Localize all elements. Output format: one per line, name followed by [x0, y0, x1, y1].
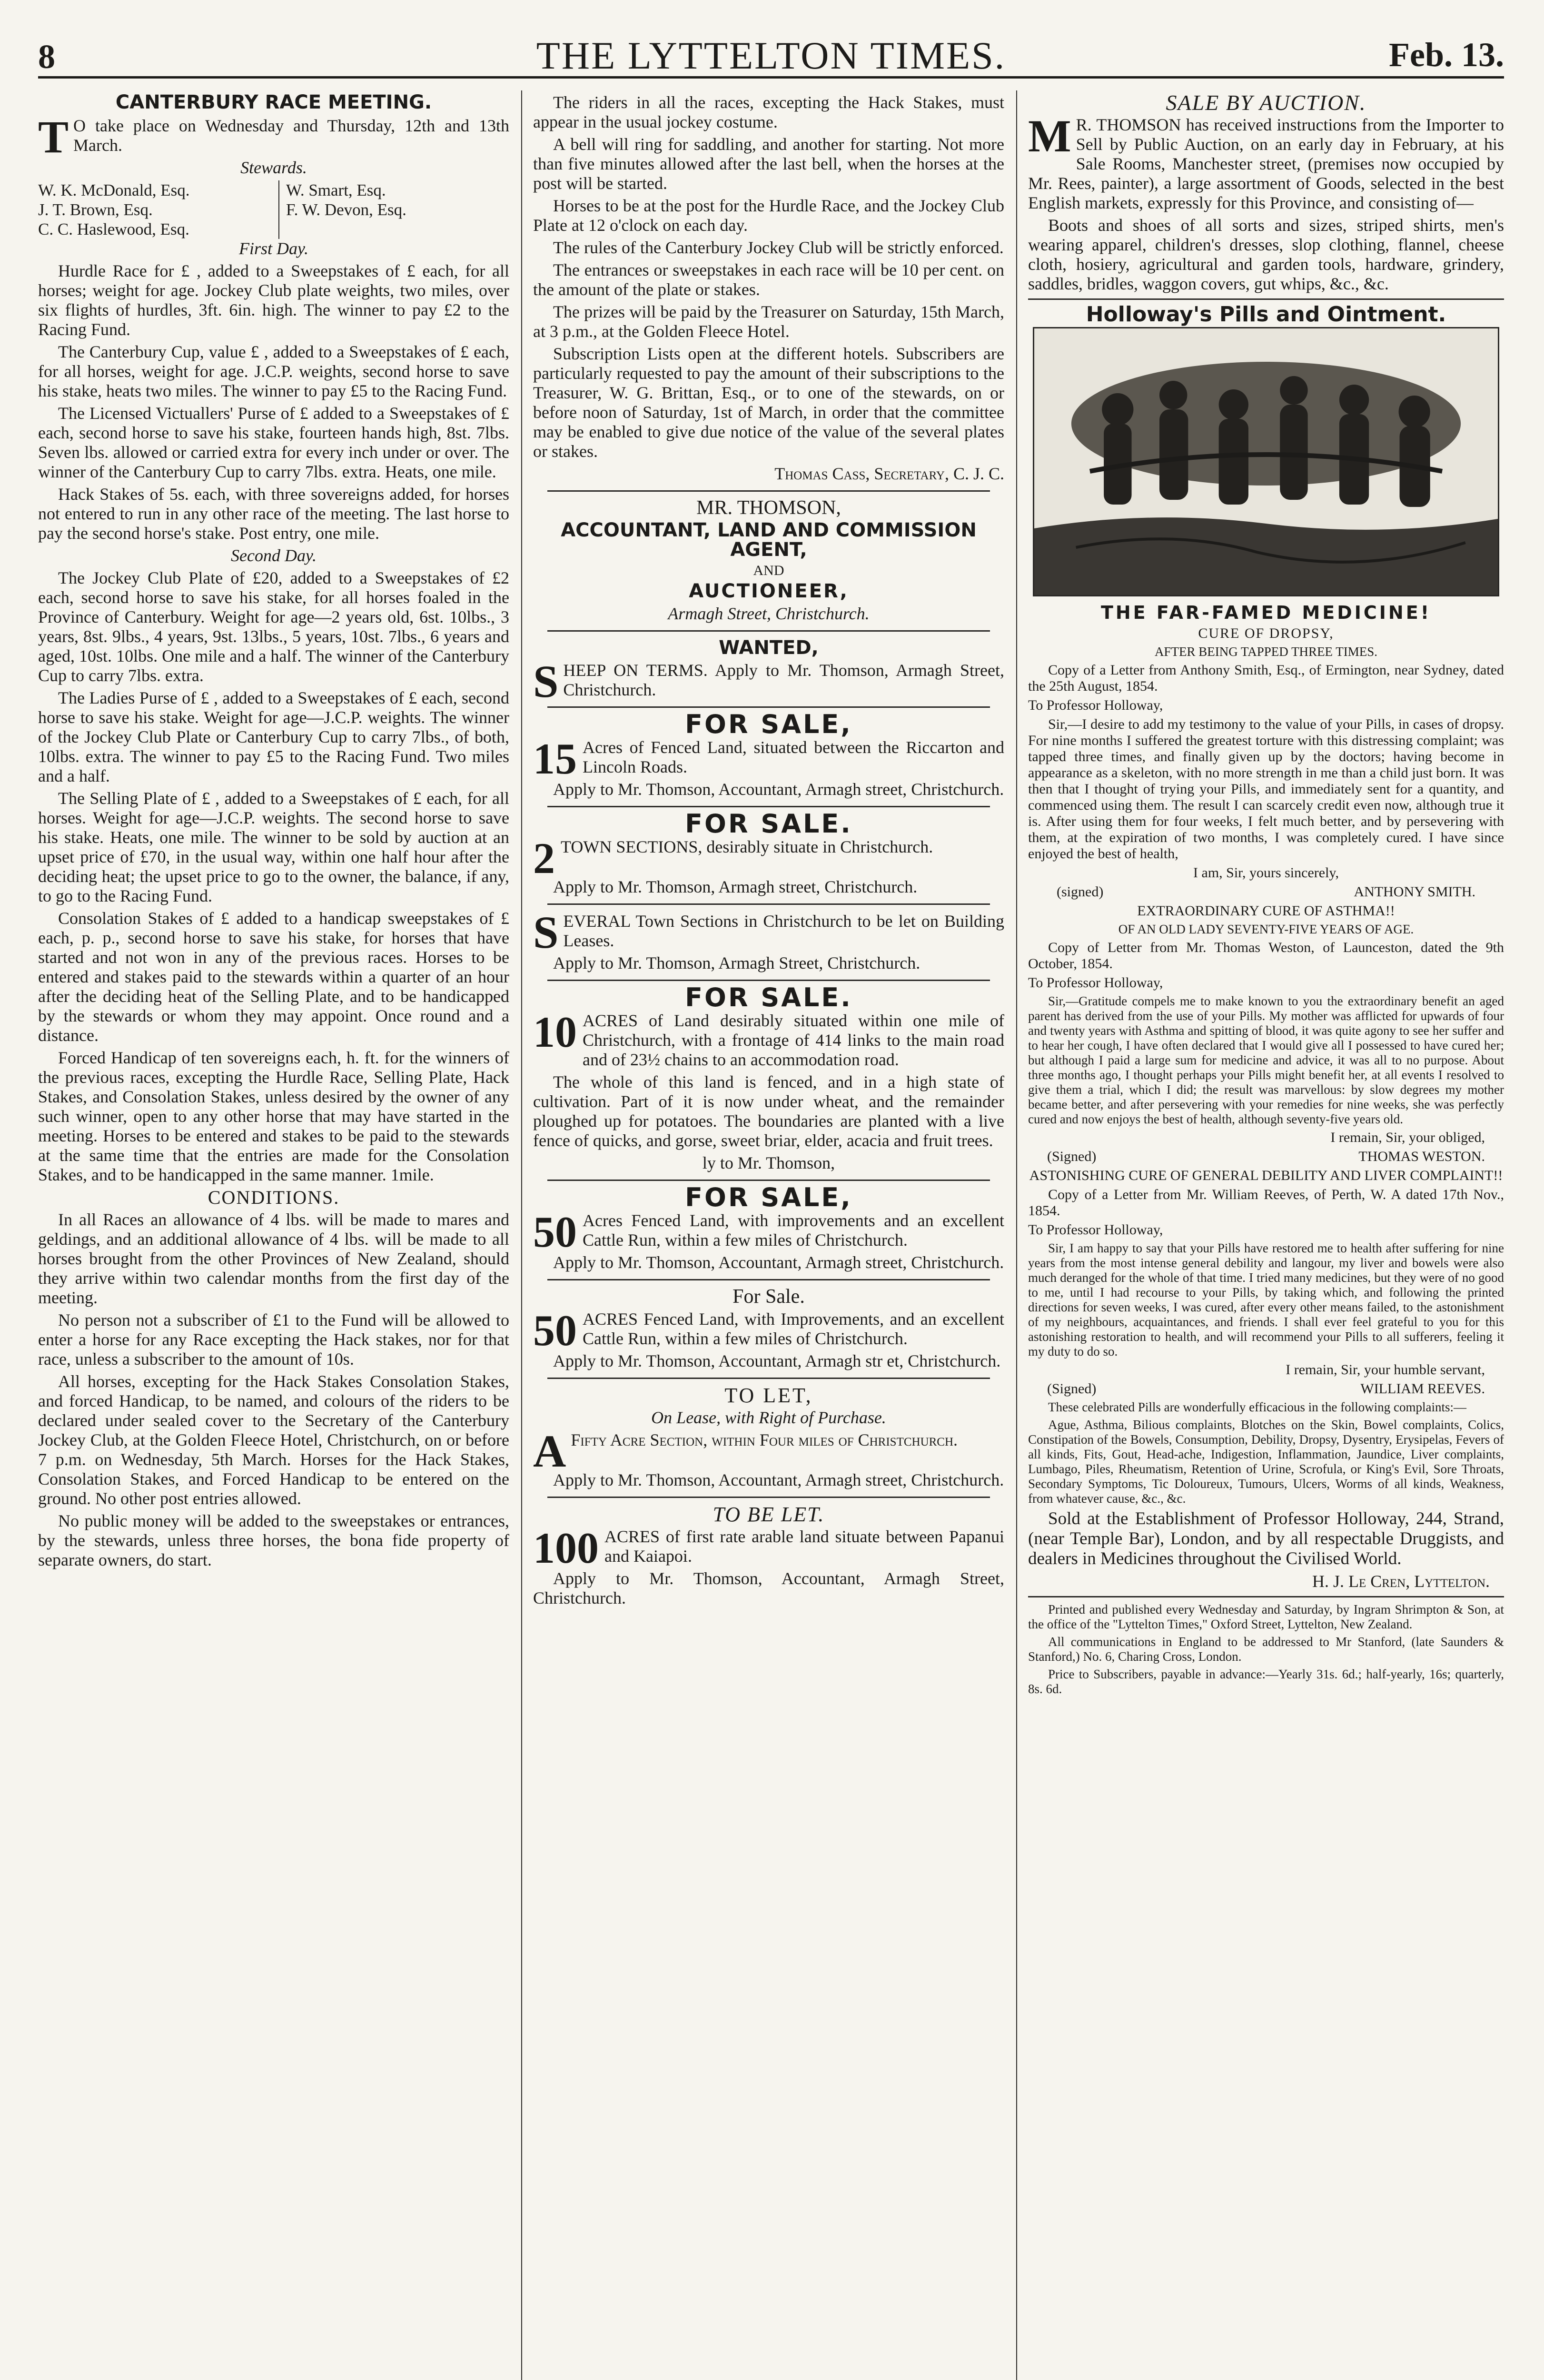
steward: F. W. Devon, Esq. — [286, 200, 406, 219]
rule-prizes: The prizes will be paid by the Treasurer on Saturday, 15th March, at 3 p.m., at the Golden Fleece Hotel. — [533, 302, 1004, 341]
race-victuallers-purse: The Licensed Victuallers' Purse of £ added to a Sweepstakes of £ each, second horse to save his stake, fourteen hands high, 8st. 7lbs. Seven lbs. allowed or carried extra for every inch under or over. The winner of the Canterbury Cup to carry 7lbs. extra. Heats, one mile. — [38, 404, 509, 481]
dropsy-heading: CURE OF DROPSY, — [1198, 625, 1334, 641]
condition: All horses, excepting for the Hack Stakes Consolation Stakes, and forced Handicap, to be named, and colours of the riders to be declared under sealed cover to the Secretary of the Canterbury Jockey Club, at the Golden Fleece Hotel, Christchurch, on or before 7 p.m. on Wednesday, 5th March. Horses for the Hack Stakes, Consolation Stakes, and Forced Handicap to be entered on the ground. No other post entries allowed. — [38, 1372, 509, 1508]
separator — [547, 490, 990, 492]
second-day-title: Second Day. — [231, 546, 317, 565]
letter2-intro: Copy of Letter from Mr. Thomas Weston, of Launceston, dated the 9th October, 1854. — [1028, 940, 1504, 972]
ad-apply: ly to Mr. Thomson, — [702, 1153, 835, 1172]
local-agent: H. J. Le Cren, Lyttelton. — [1312, 1572, 1490, 1591]
race-ladies-purse: The Ladies Purse of £ , added to a Sweepstakes of £ each, second horse to save his stake. Weight for age—J.C.P. weights. The winner of the Jockey Club Plate or Canterbury Cup to carry 7lbs., of both, 10lbs. extra. The winner to pay £5 to the Racing Fund. Two miles and a half. — [38, 688, 509, 785]
ad-ten-acres-detail: The whole of this land is fenced, and in a high state of cultivation. Part of it is now under wheat, and the remainder ploughed up for potatoes. The boundaries are planted with a live fence of quicks, and gorse, sweet briar, elder, acacia and fruit trees. — [533, 1072, 1004, 1150]
thomson-role: ACCOUNTANT, LAND AND COMMISSION AGENT, — [561, 519, 977, 561]
ad-fifty-acre-section: A Fifty Acre Section, within Four miles of Christchurch. — [533, 1426, 958, 1477]
letter2-signature: (Signed) THOMAS WESTON. — [1047, 1149, 1485, 1164]
for-sale-heading: FOR SALE, — [685, 709, 852, 739]
steward: W. Smart, Esq. — [286, 181, 386, 199]
for-sale-heading: FOR SALE, — [685, 1182, 852, 1212]
race-intro: T O take place on Wednesday and Thursday, 12th and 13th March. — [38, 111, 509, 162]
subscription-price: Price to Subscribers, payable in advance:—Yearly 31s. 6d.; half-yearly, 16s; quarterly, 8s. 6d. — [1028, 1667, 1504, 1696]
to-be-let-heading: TO BE LET. — [713, 1503, 825, 1526]
tapped-subheading: AFTER BEING TAPPED THREE TIMES. — [1154, 645, 1378, 659]
ad-apply: Apply to Mr. Thomson, Armagh Street, Christchurch. — [553, 953, 920, 972]
ad-apply: Apply to Mr. Thomson, Armagh street, Christchurch. — [553, 877, 918, 896]
masthead-rule — [38, 76, 1504, 79]
stewards-title: Stewards. — [240, 158, 307, 177]
letter1-intro: Copy of a Letter from Anthony Smith, Esq., of Ermington, near Sydney, dated the 25th August, 1854. — [1028, 662, 1504, 694]
ad-ten-acres: 10 ACRES of Land desirably situated within one mile of Christchurch, with a frontage of 414 links to the main road and of 23½ chains to an accommodation road. — [533, 1008, 1004, 1069]
column-divider — [1016, 90, 1017, 2380]
ad-sheep: SHEEP ON TERMS. Apply to Mr. Thomson, Armagh Street, Christchurch. — [533, 656, 1004, 707]
separator — [547, 706, 990, 708]
complaints-list: Ague, Asthma, Bilious complaints, Blotches on the Skin, Bowel complaints, Colics, Constipation of the Bowels, Consumption, Debility, Dropsy, Dysentry, Erysipelas, Fevers of all kinds, Fits, Gout, Head-ache, Indigestion, Inflammation, Jaundice, Liver complaints, Lumbago, Piles, Rheumatism, Retention of Urine, Scrofula, or King's Evil, Sore Throats, Secondary Symptoms, Tic Doloureux, Tumours, Ulcers, Worms of all kinds, Weakness, from whatever cause, &c., &c. — [1028, 1418, 1504, 1506]
ad-hundred-acres: 100 ACRES of first rate arable land situate between Papanui and Kaiapoi. — [533, 1524, 1004, 1572]
for-sale-heading: FOR SALE. — [685, 809, 852, 839]
race-meeting-heading: CANTERBURY RACE MEETING. — [115, 93, 432, 113]
separator — [1028, 298, 1504, 300]
steward: C. C. Haslewood, Esq. — [38, 220, 189, 238]
separator — [547, 806, 990, 807]
wanted-heading: WANTED, — [719, 637, 819, 659]
auction-title: SALE BY AUCTION. — [1166, 93, 1366, 115]
thomson-address: Armagh Street, Christchurch. — [668, 604, 870, 623]
letter3-salutation: To Professor Holloway, — [1028, 1222, 1163, 1238]
england-communications: All communications in England to be addressed to Mr Stanford, (late Saunders & Stanford,) No. 6, Charing Cross, London. — [1028, 1635, 1504, 1664]
ad-fenced-land-15: 15 Acres of Fenced Land, situated between the Riccarton and Lincoln Roads. — [533, 734, 1004, 783]
rule-bell: A bell will ring for saddling, and another for starting. Not more than five minutes allowed after the last bell, when the horses at the post will be started. — [533, 135, 1004, 193]
ad-building-leases: SEVERAL Town Sections in Christchurch to be let on Building Leases. — [533, 907, 1004, 958]
auction-goods-list: Boots and shoes of all sorts and sizes, striped shirts, men's wearing apparel, children's dresses, slop clothing, flannel, cheese cloth, hosiery, agricultural and garden tools, hardware, grindery, saddles, bridles, waggon covers, gut whips, &c., &c. — [1028, 216, 1504, 293]
ad-apply: Apply to Mr. Thomson, Accountant, Armagh str et, Christchurch. — [553, 1351, 1001, 1370]
to-let-heading: TO LET, — [724, 1384, 813, 1407]
first-day-title: First Day. — [238, 239, 308, 258]
ad-apply: Apply to Mr. Thomson, Accountant, Armagh Street, Christchurch. — [533, 1569, 1004, 1607]
column-advertisements — [533, 93, 1004, 2380]
separator — [547, 1378, 990, 1379]
race-selling-plate: The Selling Plate of £ , added to a Sweepstakes of £ each, for all horses. Weight for age—J.C.P. weights. The second horse to save his stake. Heats, one mile. The winner to be sold by auction at an upset price of £70, in the usual way, within one half hour after the deciding heat; the upset price to go to the owner, the balance, if any, to go to the Racing Fund. — [38, 789, 509, 905]
sold-at: Sold at the Establishment of Professor Holloway, 244, Strand, (near Temple Bar), London, and by all respectable Druggists, and dealers in Medicines throughout the Civilised World. — [1028, 1509, 1504, 1568]
separator — [547, 980, 990, 981]
thomson-name: MR. THOMSON, — [696, 497, 841, 519]
page-number: 8 — [38, 38, 55, 76]
engraving-illustration — [1034, 328, 1498, 595]
race-hack-stakes: Hack Stakes of 5s. each, with three sovereigns added, for horses not entered to run in any other race of the meeting. The last horse to pay the second horse's stake. Post entry, one mile. — [38, 485, 509, 543]
letter2-closing: I remain, Sir, your obliged, — [1330, 1130, 1485, 1145]
letter3-intro: Copy of a Letter from Mr. William Reeves, of Perth, W. A dated 17th Nov., 1854. — [1028, 1187, 1504, 1219]
thomson-and: AND — [753, 563, 784, 578]
secretary-signature: Thomas Cass, Secretary, C. J. C. — [774, 464, 1004, 483]
debility-heading: ASTONISHING CURE OF GENERAL DEBILITY AND LIVER COMPLAINT!! — [1029, 1168, 1503, 1183]
condition: No public money will be added to the sweepstakes or entrances, by the stewards, unless three horses, the bona fide property of separate owners, do start. — [38, 1511, 509, 1569]
far-famed-heading: THE FAR-FAMED MEDICINE! — [1100, 602, 1432, 623]
for-sale-heading: FOR SALE. — [685, 982, 852, 1012]
masthead — [38, 33, 1504, 77]
holloway-title: Holloway's Pills and Ointment. — [1086, 302, 1446, 327]
rule-entrances: The entrances or sweepstakes in each race will be 10 per cent. on the amount of the plate or stakes. — [533, 260, 1004, 299]
thomson-auctioneer: AUCTIONEER, — [689, 580, 849, 602]
column-auction-holloway — [1028, 93, 1504, 2380]
race-forced-handicap: Forced Handicap of ten sovereigns each, h. ft. for the winners of the previous races, excepting the Hurdle Race, Selling Plate, Hack Stakes, and Consolation Stakes, unless desired by the owner of any such winner, open to any other horse that may have started in the meeting. Horses to be entered and stakes to be paid to the stewards at the same time that the entries are made for the Consolation Stakes, and to be handicapped in the same manner. 1mile. — [38, 1048, 509, 1184]
auction-notice: M R. THOMSON has received instructions from the Importer to Sell by Public Auction, on an early day in February, at his Sale Rooms, Manchester street, (premises now occupied by Mr. Rees, painter), a large assortment of Goods, selected in the best English markets, expressly for this Province, and consisting of— — [1028, 110, 1504, 212]
steward: W. K. McDonald, Esq. — [38, 181, 190, 199]
condition: In all Races an allowance of 4 lbs. will be made to mares and geldings, and an additional allowance of 4 lbs. will be made to all horses brought from the other Provinces of New Zealand, should they arrive within two calendar months from the first day of the meeting. — [38, 1210, 509, 1307]
condition: No person not a subscriber of £1 to the Fund will be allowed to enter a horse for any Race excepting the Hack stakes, nor for that race, unless a subscriber to the amount of 10s. — [38, 1310, 509, 1368]
letter1-signature: (signed) ANTHONY SMITH. — [1057, 884, 1475, 900]
lease-subheading: On Lease, with Right of Purchase. — [651, 1408, 886, 1427]
ad-fifty-acres-cattle: 50 ACRES Fenced Land, with Improvements, and an excellent Cattle Run, within a few miles of Christchurch. — [533, 1306, 1004, 1355]
ad-apply: Apply to Mr. Thomson, Accountant, Armagh street, Christchurch. — [553, 1253, 1004, 1272]
separator — [547, 903, 990, 905]
newspaper-title: THE LYTTELTON TIMES. — [536, 34, 1006, 77]
column-race-meeting — [38, 93, 509, 2380]
steward: J. T. Brown, Esq. — [38, 200, 153, 219]
ad-town-sections: 2 TOWN SECTIONS, desirably situate in Christchurch. — [533, 834, 933, 883]
asthma-heading: EXTRAORDINARY CURE OF ASTHMA!! — [1137, 903, 1395, 919]
ad-apply: Apply to Mr. Thomson, Accountant, Armagh street, Christchurch. — [553, 780, 1004, 799]
letter3-signature: (Signed) WILLIAM REEVES. — [1047, 1381, 1485, 1397]
letter1-salutation: To Professor Holloway, — [1028, 697, 1163, 713]
race-canterbury-cup: The Canterbury Cup, value £ , added to a Sweepstakes of £ each, for all horses, weight for age. J.C.P. weights, second horse to save his stake, heats two miles. The winner to pay £5 to the Racing Fund. — [38, 342, 509, 400]
holloway-engraving — [1033, 327, 1499, 596]
letter1-body: Sir,—I desire to add my testimony to the value of your Pills, in cases of dropsy. For nine months I suffered the greatest torture with this distressing complaint; was tapped three times, and finally given up by the doctors; having become in appearance as a skeleton, with no more strength in me than a child just born. It was then that I thought of trying your Pills, and immediately sent for a quantity, and commenced using them. The result I can scarcely credit even now, although true it is. After using them for four weeks, I felt much better, and by persevering with them, at the expiration of two months, I was completely cured. I have since enjoyed the best of health, — [1028, 716, 1504, 862]
rule-riders: The riders in all the races, excepting the Hack Stakes, must appear in the usual jockey costume. — [533, 93, 1004, 131]
separator — [1028, 1596, 1504, 1597]
race-consolation-stakes: Consolation Stakes of £ added to a handicap sweepstakes of £ each, p. p., second horse to save his stake, for horses that have started and not won in any of the previous races. Horses to be entered and stakes paid to the stewards within a quarter of an hour after the deciding heat of the Selling Plate, and to be handicapped by the stewards or whom they may appoint. Once round and a distance. — [38, 909, 509, 1045]
letter3-body: Sir, I am happy to say that your Pills have restored me to health after suffering for nine years from the most intense general debility and langour, my liver and bowels were also much deranged for the whole of that time. I tried many medicines, but they were of no good to me, until I had recourse to your Pills, by taking which, and following the printed directions for seven weeks, I was cured, after every other means failed, to the astonishment of my neighbours, acquaintances, and friends. I shall ever feel grateful to you for this astonishing restoration to health, and will recommend your Pills to all sufferers, feeling it my duty to do so. — [1028, 1241, 1504, 1359]
for-sale-heading: For Sale. — [732, 1286, 805, 1308]
conditions-title: CONDITIONS. — [208, 1187, 340, 1208]
letter3-closing: I remain, Sir, your humble servant, — [1286, 1362, 1485, 1378]
ad-fifty-acres: 50 Acres Fenced Land, with improvements and an excellent Cattle Run, within a few miles of Christchurch. — [533, 1208, 1004, 1256]
rule-post: Horses to be at the post for the Hurdle Race, and the Jockey Club Plate at 12 o'clock on each day. — [533, 196, 1004, 235]
race-hurdle: Hurdle Race for £ , added to a Sweepstakes of £ each, for all horses; weight for age. Jockey Club plate weights, two miles, over six flights of hurdles, 3ft. 6in. high. The winner to pay £2 to the Racing Fund. — [38, 261, 509, 339]
separator — [547, 1497, 990, 1498]
letter1-closing: I am, Sir, yours sincerely, — [1193, 865, 1339, 881]
complaints-intro: These celebrated Pills are wonderfully efficacious in the following complaints:— — [1048, 1400, 1466, 1414]
rule-subscription: Subscription Lists open at the different hotels. Subscribers are particularly requested to pay the amount of their subscriptions to the Treasurer, W. G. Brittan, Esq., or to one of the stewards, on or before noon of Saturday, 1st of March, in order that the committee may be enabled to give due notice of the value of the several plates or stakes. — [533, 344, 1004, 461]
separator — [547, 1180, 990, 1181]
ad-apply: Apply to Mr. Thomson, Accountant, Armagh street, Christchurch. — [553, 1470, 1004, 1489]
separator — [547, 630, 990, 632]
letter2-body: Sir,—Gratitude compels me to make known to you the extraordinary benefit an aged parent has derived from the use of your Pills. My mother was afflicted for upwards of four and twenty years with Asthma and spitting of blood, it was quite agony to see her suffer and to hear her cough, I have often declared that I would give all I possessed to have cured her; but although I paid a large sum for medicine and advice, it was all to no purpose. About three months ago, I thought perhaps your Pills might benefit her, at all events I resolved to give them a trial, which I did; the result was marvellous: by slow degrees my mother became better, and after persevering with your remedies for nine weeks, she was perfectly cured and now enjoys the best of health, although seventy-five years old. — [1028, 994, 1504, 1126]
race-jockey-club-plate: The Jockey Club Plate of £20, added to a Sweepstakes of £2 each, second horse to save his stake, for all horses foaled in the Province of Canterbury. Weight for age—2 years old, 6st. 10lbs., 3 years, 8st. 9lbs., 4 years, 9st. 13lbs., 5 years, 10st. 7lbs., 6 years and aged, 10st. 10lbs. One mile and a half. The winner of the Canterbury Cup to carry 7lbs. extra. — [38, 568, 509, 685]
separator — [547, 1279, 990, 1280]
rule-jockey-club: The rules of the Canterbury Jockey Club will be strictly enforced. — [553, 238, 1004, 257]
issue-date: Feb. 13. — [1389, 36, 1504, 74]
letter2-salutation: To Professor Holloway, — [1028, 975, 1163, 991]
asthma-subheading: OF AN OLD LADY SEVENTY-FIVE YEARS OF AGE. — [1118, 922, 1414, 936]
imprint: Printed and published every Wednesday and Saturday, by Ingram Shrimpton & Son, at the office of the "Lyttelton Times," Oxford Street, Lyttelton, New Zealand. — [1028, 1602, 1504, 1631]
column-divider — [521, 90, 522, 2380]
stewards-list — [38, 180, 509, 239]
